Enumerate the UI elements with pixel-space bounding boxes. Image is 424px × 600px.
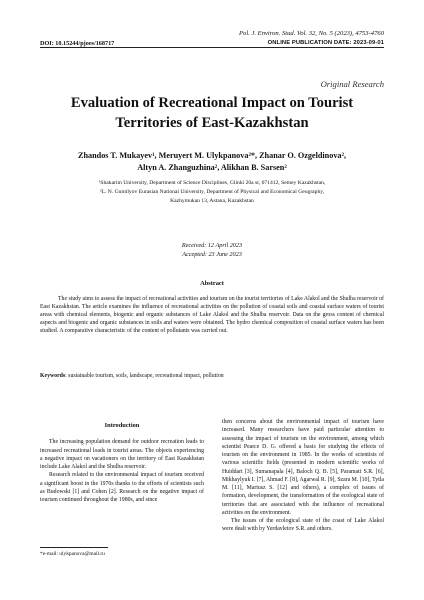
corresponding-email-footnote: *e-mail: ulykpanova@mail.ru bbox=[40, 551, 105, 557]
footnote-divider bbox=[40, 547, 108, 548]
title-line-1: Evaluation of Recreational Impact on Tourist bbox=[70, 95, 354, 111]
affiliation-line-3: Kazhymukan 13, Astana, Kazakhstan bbox=[170, 197, 254, 204]
keywords-line bbox=[40, 373, 384, 379]
keywords-label: Keywords bbox=[40, 373, 66, 379]
intro-paragraph-3: then concerns about the environmental impact of tourism have increased. Many researchers have paid particular attention to assessing the impact of tourism on the environment, among which scientist Pearce D. G. offered a basis for studying the effects of tourism on the environment in 1985. In the works of scientists of various scientific fields (presented in modern scientific works of Huiddart [3], Sumanapala [4], Baloch Q. B. [5], Paramati S.R. [6], Mikhaylyuk I. [7], Ahmad F. [8], Agarwal R. [9], Szara M. [10], Tytla M. [11], Mariusz S. [12] and others), a complex of issues of formation, development, the transformation of the ecological state of territories that are associated with the influence of recreational activities on the environment. bbox=[222, 419, 384, 516]
affiliation-line-1: ¹Shakarim University, Department of Science Disciplines, Glinki 20a st, 071412, Semey Kazakhstan, bbox=[98, 180, 326, 186]
abstract-heading: Abstract bbox=[200, 280, 224, 287]
title-line-2: Territories of East-Kazakhstan bbox=[115, 115, 309, 131]
received-date: Received: 12 April 2023 bbox=[181, 242, 243, 249]
author-list bbox=[40, 150, 384, 175]
online-publication-date: ONLINE PUBLICATION DATE: 2023-09-01 bbox=[267, 40, 384, 46]
header-divider bbox=[40, 47, 384, 48]
affiliations bbox=[55, 179, 369, 205]
authors-line-2: Altyn A. Zhanguzhina², Alikhan B. Sarsen² bbox=[137, 163, 287, 173]
right-column bbox=[222, 418, 384, 534]
journal-citation: Pol. J. Environ. Stud. Vol. 32, No. 5 (2023), 4753-4760 bbox=[239, 30, 384, 37]
article-dates bbox=[40, 241, 384, 260]
introduction-heading: Introduction bbox=[104, 422, 140, 429]
affiliation-line-2: ²L. N. Gumilyov Eurasian National University, Department of Physical and Economical Geography, bbox=[99, 188, 325, 195]
abstract-text: The study aims to assess the impact of recreational activities and tourism on the tourist territories of Lake Alakol and the Shulba reservoir of East Kazakhstan. The article examines the influence of recreational activities on the pollution of coastal soils and coastal surface waters of tourist areas with chemical elements, biogenic and organic substances of Lake Alakol and the Shulba reservoir. Data on the gross content of chemical aspects and biogenic and organic substances in soils and waters were obtained. The hydro chemical composition of coastal surface waters has been studied. A comparative characteristic of the content of pollutants was carried out. bbox=[40, 296, 384, 334]
authors-line-1: Zhandos T. Mukayev¹, Meruyert M. Ulykpanova²*, Zhanar O. Ozgeldinova², bbox=[77, 151, 347, 160]
header-row bbox=[40, 40, 384, 47]
doi-text: DOI: 10.15244/pjoes/168717 bbox=[40, 40, 115, 47]
left-column bbox=[40, 422, 204, 504]
intro-paragraph-1: The increasing population demand for outdoor recreation leads to increased recreational loads in tourist areas. The objects experiencing a negative impact on vacationers on the territory of East Kazakhstan include Lake Alakol and the Shulba reservoir. bbox=[40, 439, 204, 470]
article-category: Original Research bbox=[320, 79, 384, 89]
article-title bbox=[40, 93, 384, 133]
intro-paragraph-2: Research related to the environmental impact of tourism received a significant boost in the 1970s thanks to the efforts of scientists such as Budowski [1] and Cohen [2]. Research on the negative impact of tourism continued throughout the 1980s, and since bbox=[40, 472, 204, 503]
accepted-date: Accepted: 23 June 2023 bbox=[182, 251, 242, 259]
keywords-text: : sustainable tourism, soils, landscape, recreational impact, pollution bbox=[65, 373, 224, 379]
intro-paragraph-4: The issues of the ecological state of the coast of Lake Alakol were dealt with by Yerdavletov S.R. and others. bbox=[222, 518, 384, 533]
